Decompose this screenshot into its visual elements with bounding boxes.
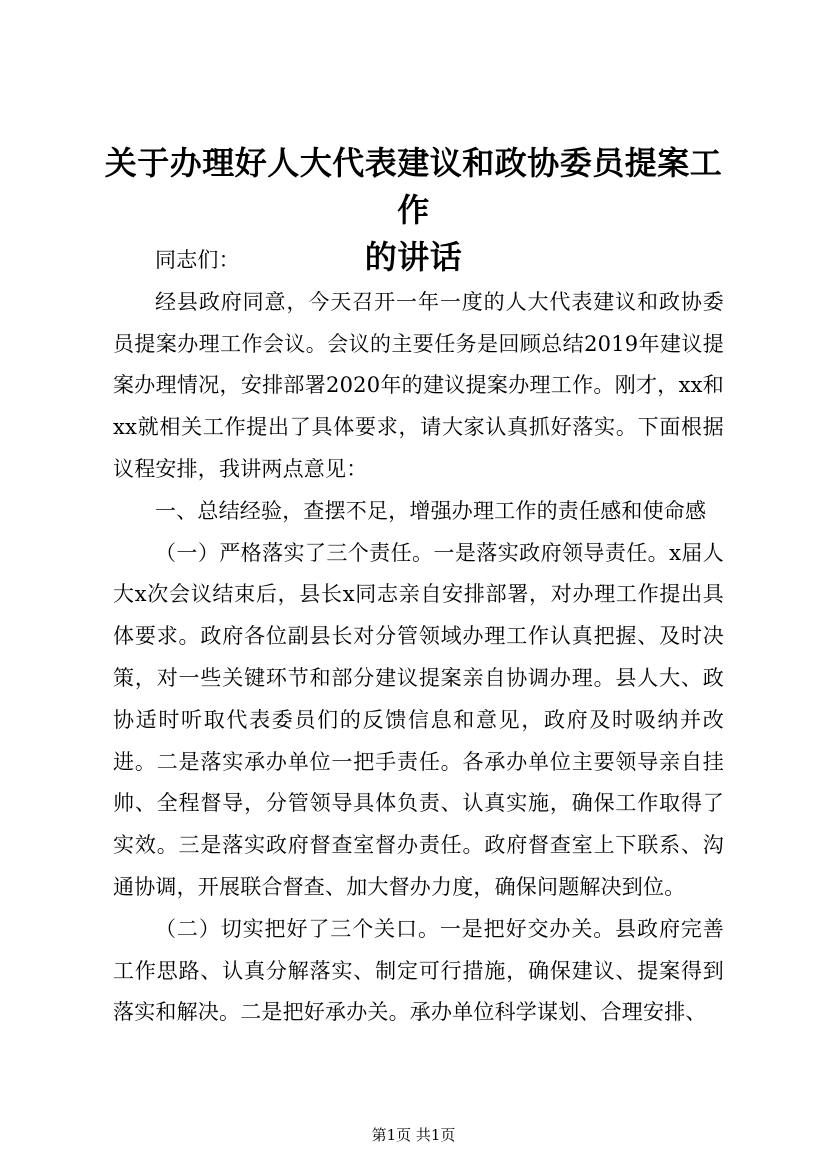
section-heading: 一、总结经验，查摆不足，增强办理工作的责任感和使命感 [155, 498, 707, 523]
title-line-2: 的讲话 [364, 238, 463, 276]
salutation: 同志们： [155, 248, 240, 272]
paragraph-intro: 经县政府同意，今天召开一年一度的人大代表建议和政协委员提案办理工作会议。会议的主要任务是回顾总结2019年建议提案办理情况，安排部署2020年的建议提案办理工作。刚才，xx和xx就相关工作提出了具体要求，请大家认真抓好落实。下面根据议程安排，我讲两点意见： [113, 289, 724, 481]
paragraph-checkpoints: （二）切实把好了三个关口。一是把好交办关。县政府完善工作思路、认真分解落实、制定可行措施，确保建议、提案得到落实和解决。二是把好承办关。承办单位科学谋划、合理安排、 [113, 916, 724, 1025]
paragraph-responsibilities: （一）严格落实了三个责任。一是落实政府领导责任。x届人大x次会议结束后，县长x同志亲自安排部署，对办理工作提出具体要求。政府各位副县长对分管领域办理工作认真把握、及时决策，对一些关键环节和部分建议提案亲自协调办理。县人大、政协适时听取代表委员们的反馈信息和意见，政府及时吸纳并改进。二是落实承办单位一把手责任。各承办单位主要领导亲自挂帅、全程督导，分管领导具体负责、认真实施，确保工作取得了实效。三是落实政府督查室督办责任。政府督查室上下联系、沟通协调，开展联合督查、加大督办力度，确保问题解决到位。 [113, 540, 724, 899]
document-body [113, 240, 724, 1034]
page-footer: 第1页 共1页 [371, 1126, 456, 1144]
title-line-1: 关于办理好人大代表建议和政协委员提案工作 [104, 144, 723, 229]
